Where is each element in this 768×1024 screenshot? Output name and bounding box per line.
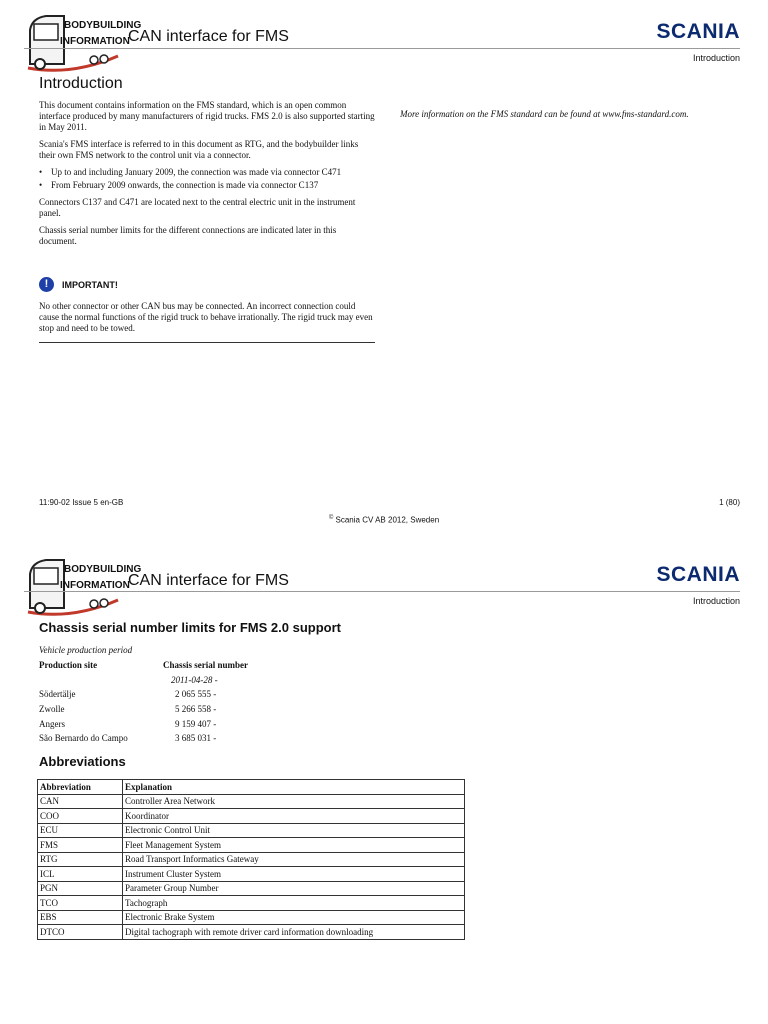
paragraph: Connectors C137 and C471 are located next to the central electric unit in the instrument panel. [39,197,356,218]
table-row [38,838,465,853]
abbr-cell: TCO [38,896,123,911]
serial-date: 2011-04-28 - [171,674,218,685]
svg-text:INFORMATION: INFORMATION [60,36,130,47]
copyright-text: Scania CV AB 2012, Sweden [335,515,440,525]
explanation-cell: Electronic Brake System [123,910,465,925]
copyright-symbol: © [328,515,334,521]
truck-logo-icon [24,10,142,74]
section-label: Introduction [692,596,740,606]
site-cell: Södertälje [39,689,76,700]
abbr-cell: ECU [38,823,123,838]
footer-page-number: 1 (80) [719,498,740,507]
table-row [38,809,465,824]
abbr-cell: CAN [38,794,123,809]
list-item: • From February 2009 onwards, the connection is made via connector C137 [39,180,375,191]
column-header: Explanation [123,780,465,795]
bullet-list [39,167,375,191]
intro-body [39,100,375,253]
explanation-cell: Instrument Cluster System [123,867,465,882]
abbreviations-table [37,779,465,940]
abbr-cell: FMS [38,838,123,853]
svg-text:BODYBUILDING: BODYBUILDING [64,20,142,31]
abbr-cell: DTCO [38,925,123,940]
serial-cell: 2 065 555 - [175,689,217,700]
notice-rule [39,342,375,343]
explanation-cell: Electronic Control Unit [123,823,465,838]
table-row [38,881,465,896]
important-label: IMPORTANT! [62,279,118,290]
explanation-cell: Koordinator [123,809,465,824]
important-text: No other connector or other CAN bus may be connected. An incorrect connection could cause the normal functions of the rigid truck to behave irrationally. The rigid truck may even stop and need to be towed. [39,301,373,333]
abbr-cell: COO [38,809,123,824]
explanation-cell: Road Transport Informatics Gateway [123,852,465,867]
header-rule [24,591,740,592]
abbr-cell: RTG [38,852,123,867]
section-label: Introduction [692,53,740,63]
table-row [38,823,465,838]
explanation-cell: Controller Area Network [123,794,465,809]
column-header: Production site [39,660,98,671]
serial-heading: Chassis serial number limits for FMS 2.0 support [39,620,341,635]
document-title: CAN interface for FMS [128,28,289,45]
explanation-cell: Parameter Group Number [123,881,465,896]
paragraph: Scania's FMS interface is referred to in this document as RTG, and the bodybuilder links their own FMS network to the control unit via a connector. [39,139,359,160]
table-row [39,687,281,702]
abbr-cell: ICL [38,867,123,882]
abbr-cell: EBS [38,910,123,925]
svg-text:BODYBUILDING: BODYBUILDING [64,564,142,575]
brand-logo: SCANIA [656,20,740,43]
abbreviations-heading: Abbreviations [39,754,126,769]
serial-cell: 5 266 558 - [175,704,217,715]
document-title: CAN interface for FMS [128,572,289,589]
table-row [38,925,465,940]
site-cell: Zwolle [39,704,65,715]
serial-table [39,658,281,746]
table-row [38,852,465,867]
table-row [39,731,281,746]
page-heading: Introduction [39,75,123,92]
header-rule [24,48,740,49]
side-note: More information on the FMS standard can be found at www.fms-standard.com. [400,109,689,119]
footer-doc-id: 11:90-02 Issue 5 en-GB [39,498,124,507]
column-header: Abbreviation [38,780,123,795]
site-cell: Angers [39,718,65,729]
table-header-row [38,780,465,795]
table-row [38,896,465,911]
explanation-cell: Fleet Management System [123,838,465,853]
paragraph: Chassis serial number limits for the different connections are indicated later in this document. [39,225,337,246]
table-row [39,673,281,688]
abbr-cell: PGN [38,881,123,896]
table-header-row [39,658,281,673]
svg-text:INFORMATION: INFORMATION [60,580,130,591]
site-cell: São Bernardo do Campo [39,733,128,744]
serial-cell: 9 159 407 - [175,718,217,729]
table-row [39,716,281,731]
paragraph: This document contains information on the FMS standard, which is an open common interface produced by many manufacturers of rigid trucks. FMS 2.0 is also supported starting in May 2011. [39,100,375,132]
table-row [39,702,281,717]
footer-copyright [0,515,768,525]
column-header: Chassis serial number [163,660,249,671]
table-row [38,794,465,809]
important-notice [39,277,118,292]
table-row [38,910,465,925]
important-icon: ! [39,277,54,292]
explanation-cell: Tachograph [123,896,465,911]
period-label: Vehicle production period [39,645,133,655]
serial-cell: 3 685 031 - [175,733,217,744]
brand-logo: SCANIA [656,563,740,586]
list-item: • Up to and including January 2009, the connection was made via connector C471 [39,167,375,178]
explanation-cell: Digital tachograph with remote driver card information downloading [123,925,465,940]
truck-logo-icon [24,554,142,618]
table-row [38,867,465,882]
